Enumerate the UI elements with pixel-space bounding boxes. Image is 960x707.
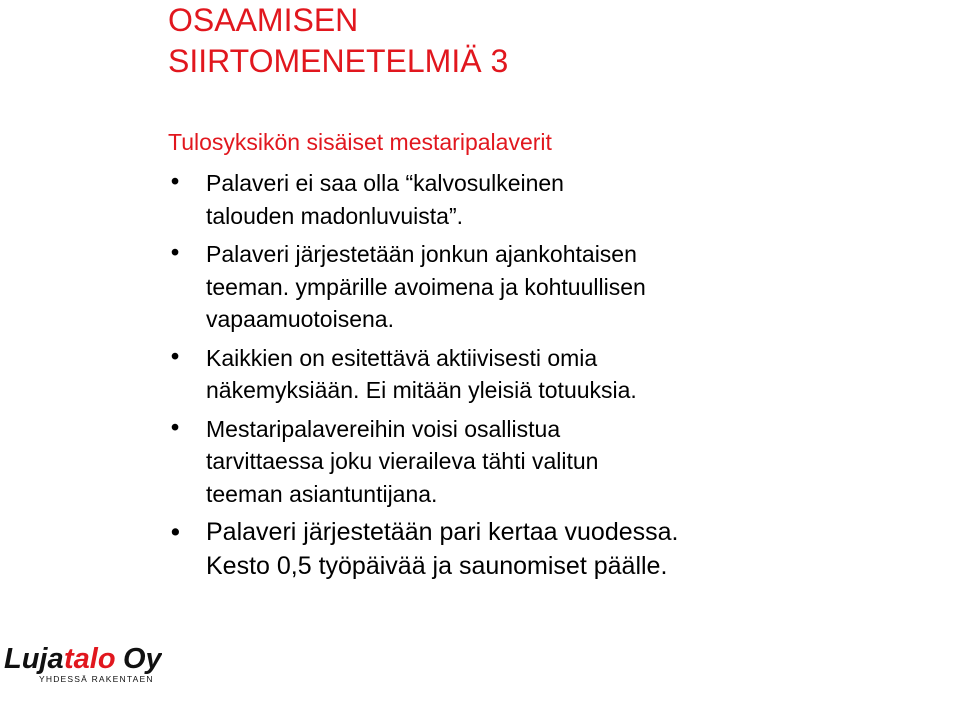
bullet-text: Palaveri ei saa olla “kalvosulkeinen talouden madonluvuista”. bbox=[206, 170, 564, 229]
bullet-item bbox=[168, 238, 808, 336]
bullet-text: Palaveri järjestetään pari kertaa vuodessa. Kesto 0,5 työpäivää ja saunomiset päälle. bbox=[206, 518, 679, 580]
slide-subtitle: Tulosyksikön sisäiset mestaripalaverit bbox=[168, 129, 552, 155]
bullet-item bbox=[168, 342, 808, 407]
logo-text-oy: Oy bbox=[123, 643, 162, 675]
logo-tagline: YHDESSÄ RAKENTAEN bbox=[39, 674, 154, 684]
bullet-point-icon: • bbox=[168, 344, 182, 371]
bullet-point-icon: • bbox=[168, 170, 182, 196]
slide-title bbox=[168, 0, 508, 82]
bullet-point-icon: • bbox=[168, 518, 183, 547]
lujatalo-logo bbox=[4, 630, 162, 686]
bullet-point-icon: • bbox=[168, 241, 182, 267]
bullet-item bbox=[168, 516, 808, 583]
slide-title-text: OSAAMISEN SIIRTOMENETELMIÄ 3 bbox=[168, 2, 509, 79]
bullet-list bbox=[168, 167, 808, 589]
bullet-text: Kaikkien on esitettävä aktiivisesti omia näkemyksiään. Ei mitään yleisiä totuuksia. bbox=[206, 344, 637, 403]
bullet-text: Mestaripalavereihin voisi osallistua tarvittaessa joku vieraileva tähti valitun teeman asiantuntijana. bbox=[206, 415, 599, 507]
bullet-item bbox=[168, 413, 808, 511]
bullet-point-icon: • bbox=[168, 415, 182, 442]
logo-text-talo: talo bbox=[64, 643, 116, 675]
bullet-text: Palaveri järjestetään jonkun ajankohtaisen teeman. ympärille avoimena ja kohtuullisen vapaamuotoisena. bbox=[206, 241, 646, 332]
logo-text-luja: Luja bbox=[4, 643, 64, 675]
bullet-item bbox=[168, 167, 808, 232]
